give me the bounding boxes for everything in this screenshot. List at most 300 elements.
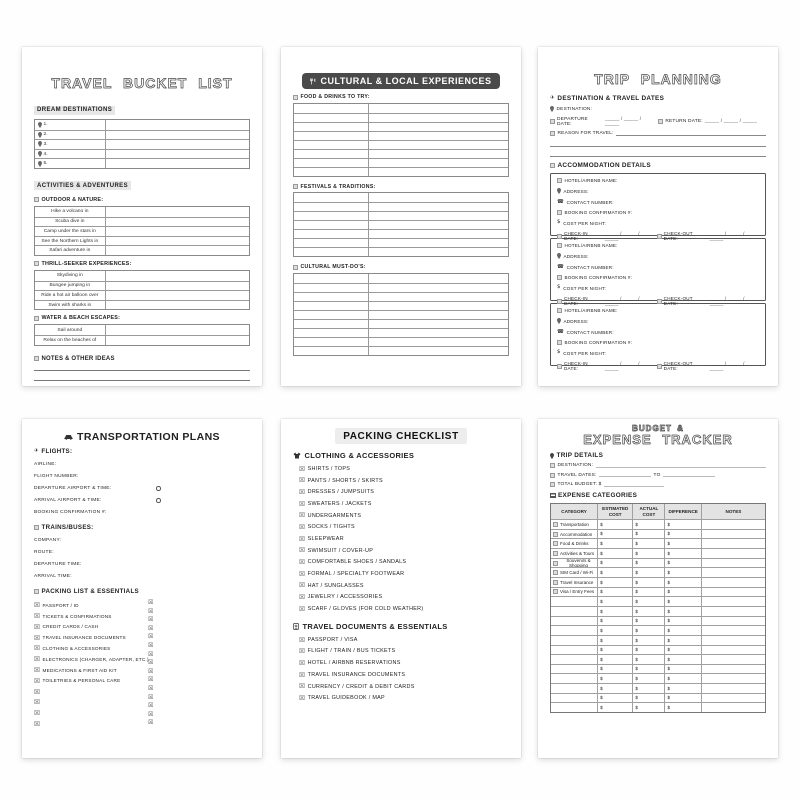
expense-notes-cell: [702, 607, 765, 616]
flight-field: AIRLINE:: [34, 462, 57, 467]
expense-amount-cell: $: [665, 520, 701, 529]
departure-date-group: [550, 117, 656, 127]
expense-amount-cell: $: [633, 588, 665, 597]
date-blank: _____ / _____ / _____: [604, 296, 640, 307]
travel-dates-label: TRAVEL DATES:: [557, 472, 597, 478]
write-line: [596, 464, 766, 468]
packing-two-column-list: [34, 600, 250, 730]
cultural-section-label: [293, 184, 509, 190]
hotel-icon: [550, 163, 555, 168]
checklist-item: [299, 475, 509, 487]
accommodation-field: [557, 350, 759, 356]
packing-item-label: ELECTRONICS (CHARGER, ADAPTER, ETC.): [42, 656, 149, 662]
expense-category-cell: [551, 617, 598, 626]
expense-notes-cell: [702, 530, 765, 539]
checkbox-icon: ☒: [299, 534, 306, 543]
dream-row: [35, 149, 249, 159]
activity-row: [35, 335, 249, 345]
expense-amount-cell: $: [633, 703, 665, 712]
expense-notes-cell: [702, 617, 765, 626]
checkbox-icon: ☒: [34, 665, 41, 674]
activity-label-cell: Relax on the beaches of: [35, 336, 106, 345]
activity-table: [34, 206, 250, 256]
checkbox-icon: ☒: [34, 622, 41, 631]
cultural-sections: [293, 94, 509, 356]
expense-category-label: Transportation: [560, 521, 589, 527]
cultural-left-cell: [294, 347, 369, 355]
activity-entry-cell: [106, 325, 249, 335]
calendar-icon: [557, 299, 562, 304]
cultural-row: [294, 247, 508, 256]
expense-notes-cell: [702, 646, 765, 655]
date-blank: _____ / _____ / _____: [709, 296, 745, 307]
expense-header-cell: ACTUAL COST: [633, 504, 665, 519]
accommodation-field-label: HOTEL/AIRBNB NAME:: [564, 243, 618, 249]
expense-amount-cell: $: [598, 607, 633, 616]
checkin-group: [557, 361, 654, 371]
page-title-pill: [302, 73, 499, 89]
cultural-entry-cell: [369, 114, 508, 122]
return-date-group: [658, 119, 764, 124]
checkbox-icon: ☒: [148, 607, 154, 615]
notes-label: NOTES & OTHER IDEAS: [41, 355, 115, 362]
write-line: [616, 132, 766, 136]
cultural-row: [294, 193, 508, 202]
expense-amount-cell: $: [665, 674, 701, 683]
packing-item-empty: [34, 719, 250, 730]
checklist-item: [299, 657, 509, 669]
cultural-experiences-page: [281, 47, 521, 386]
checkout-group: [657, 361, 759, 371]
expense-category-label: Activities & Tours: [560, 550, 595, 556]
activity-group-heading: [34, 315, 250, 321]
expense-amount-cell: $: [665, 646, 701, 655]
dream-row: [35, 130, 249, 140]
expense-amount-cell: $: [598, 578, 633, 587]
accommodation-field-label: CONTACT NUMBER:: [566, 199, 614, 205]
cultural-entry-cell: [369, 221, 508, 229]
expense-amount-cell: $: [665, 578, 701, 587]
dream-number: 2.: [43, 132, 48, 138]
cultural-row: [294, 167, 508, 176]
cultural-entry-cell: [369, 168, 508, 176]
accommodation-field: [557, 200, 759, 206]
expense-amount-cell: $: [598, 636, 633, 645]
clock-icon: [156, 498, 161, 503]
cultural-row: [294, 337, 508, 346]
cultural-section-label: [293, 264, 509, 270]
checklist-item: [299, 592, 509, 604]
transportation-plans-page: [22, 419, 262, 758]
expense-amount-cell: $: [598, 655, 633, 664]
checklist-item-label: FLIGHT / TRAIN / BUS TICKETS: [307, 648, 396, 655]
travel-bucket-list-page: [22, 47, 262, 386]
train-icon: [34, 525, 39, 530]
expense-amount-cell: $: [598, 703, 633, 712]
activity-row: [35, 207, 249, 217]
checkbox-icon: ☒: [148, 676, 154, 684]
food-icon: [293, 95, 298, 100]
expense-row: [551, 529, 765, 539]
checklist-item-label: COMFORTABLE SHOES / SANDALS: [307, 559, 407, 566]
expense-category-cell: [551, 655, 598, 664]
checklist-item: [299, 498, 509, 510]
notes-lines: [34, 370, 250, 386]
cultural-left-cell: [294, 123, 369, 131]
checklist-item: [299, 681, 509, 693]
expense-category-cell: [551, 684, 598, 693]
activity-group-heading: [34, 197, 250, 203]
checkout-group: [657, 296, 759, 306]
pin-icon: [38, 141, 42, 147]
activity-label-cell: Safari adventure in: [35, 246, 106, 255]
expense-amount-cell: $: [665, 665, 701, 674]
food-icon: [553, 541, 558, 546]
packing-item-label: CLOTHING & ACCESSORIES: [42, 646, 111, 652]
date-blank: _____ / _____ / _____: [704, 119, 758, 125]
checkbox-icon: ☒: [299, 635, 306, 644]
checkbox-icon: ☒: [299, 604, 306, 613]
checkbox-icon: ☒: [299, 658, 306, 667]
write-line: [663, 473, 715, 477]
expense-row: [551, 616, 765, 626]
calendar-icon: [550, 119, 555, 124]
cultural-left-cell: [294, 168, 369, 176]
reason-label: REASON FOR TRAVEL:: [557, 131, 614, 137]
expense-amount-cell: $: [665, 539, 701, 548]
packing-item: [34, 643, 250, 654]
cultural-entry-cell: [369, 320, 508, 328]
phone-icon: ☎: [557, 198, 565, 205]
cultural-entry-cell: [369, 329, 508, 337]
date-blank: _____ / _____ / _____: [605, 116, 642, 127]
checklist-item-label: TRAVEL GUIDEBOOK / MAP: [307, 695, 385, 702]
address-pin-icon: [557, 318, 561, 324]
activity-entry-cell: [106, 271, 249, 281]
pin-icon: [38, 132, 42, 138]
expense-amount-cell: $: [665, 597, 701, 606]
expense-row: [551, 548, 765, 558]
checklist-item-label: SHIRTS / TOPS: [307, 465, 351, 472]
expense-amount-cell: $: [633, 646, 665, 655]
expense-amount-cell: $: [598, 549, 633, 558]
expense-category-cell: [551, 665, 598, 674]
expense-category-cell: [551, 636, 598, 645]
expense-notes-cell: [702, 539, 765, 548]
accommodation-card: [550, 173, 766, 242]
expense-row: [551, 625, 765, 635]
activity-group-heading: [34, 261, 250, 267]
packing-item: [34, 632, 250, 643]
activities-icon: [553, 551, 558, 556]
checkin-checkout-line: [557, 361, 759, 371]
accommodation-field: [557, 275, 759, 280]
expense-notes-cell: [702, 703, 765, 712]
expense-notes-cell: [702, 694, 765, 703]
expense-amount-cell: $: [633, 694, 665, 703]
packing-item-empty: [34, 693, 250, 708]
packing-item-label: TOILETRIES & PERSONAL CARE: [42, 678, 121, 684]
cultural-left-cell: [294, 230, 369, 238]
checklist-item: [299, 669, 509, 681]
expense-row: [551, 702, 765, 712]
festival-icon: [293, 184, 298, 189]
expense-amount-cell: $: [598, 674, 633, 683]
expense-row: [551, 683, 765, 693]
expense-amount-cell: $: [598, 694, 633, 703]
expense-amount-cell: $: [598, 665, 633, 674]
expense-amount-cell: $: [665, 607, 701, 616]
expense-amount-cell: $: [598, 646, 633, 655]
checklist-item: [299, 510, 509, 522]
booking-icon: [557, 340, 562, 345]
expense-amount-cell: $: [633, 665, 665, 674]
activity-label-cell: See the Northern Lights in: [35, 237, 106, 246]
packing-section-label: CLOTHING & ACCESSORIES: [304, 451, 415, 460]
plane-icon: ✈: [34, 447, 39, 454]
cultural-entry-cell: [369, 230, 508, 238]
expense-amount-cell: $: [633, 520, 665, 529]
expense-category-label: Food & Drinks: [560, 541, 589, 547]
expense-category-cell: [551, 646, 598, 655]
accommodation-field: [557, 330, 759, 336]
phone-icon: ☎: [557, 328, 565, 335]
cultural-entry-cell: [369, 248, 508, 256]
expense-row: [551, 606, 765, 616]
cultural-left-cell: [294, 248, 369, 256]
expense-amount-cell: $: [598, 626, 633, 635]
accommodation-field-label: ADDRESS:: [563, 253, 589, 259]
dream-number-cell: [35, 159, 106, 168]
activity-row: [35, 290, 249, 300]
accommodation-heading-label: ACCOMMODATION DETAILS: [557, 162, 651, 170]
cultural-entry-cell: [369, 311, 508, 319]
checklist-item: [299, 568, 509, 580]
activity-entry-cell: [106, 237, 249, 246]
notes-heading: [34, 356, 250, 362]
cultural-row: [294, 283, 508, 292]
checkbox-icon: ☒: [299, 647, 306, 656]
shopping-icon: [553, 561, 558, 566]
checklist-item: [299, 692, 509, 704]
activity-table: [34, 270, 250, 310]
expense-category-cell: [551, 530, 598, 539]
culture-icon: [293, 265, 298, 270]
expense-amount-cell: $: [598, 684, 633, 693]
travel-dates-line: [550, 473, 766, 478]
checkbox-icon: ☒: [34, 611, 41, 620]
dream-number: 5.: [43, 161, 48, 167]
money-icon: [550, 482, 555, 487]
activity-entry-cell: [106, 246, 249, 255]
cultural-left-cell: [294, 104, 369, 113]
checkbox-icon: ☒: [34, 655, 41, 664]
cultural-section-text: FOOD & DRINKS TO TRY:: [300, 94, 370, 100]
expense-category-cell: [551, 568, 598, 577]
expense-amount-cell: $: [665, 626, 701, 635]
expense-category-cell: [551, 549, 598, 558]
expense-amount-cell: $: [665, 559, 701, 568]
activity-entry-cell: [106, 227, 249, 236]
expense-amount-cell: $: [665, 694, 701, 703]
cultural-entry-cell: [369, 274, 508, 283]
return-date-label: RETURN DATE:: [665, 119, 703, 125]
expense-amount-cell: $: [633, 559, 665, 568]
packing-sections: [293, 451, 509, 704]
checklist-item-label: HOTEL / AIRBNB RESERVATIONS: [307, 660, 401, 667]
trains-buses-heading: [34, 524, 250, 531]
total-budget-line: [550, 482, 766, 487]
cultural-entry-cell: [369, 347, 508, 355]
packing-item: [34, 650, 250, 665]
trains-heading-label: TRAINS/BUSES:: [41, 524, 94, 531]
dream-number-cell: [35, 140, 106, 149]
activity-label-cell: Swim with sharks in: [35, 301, 106, 310]
cultural-left-cell: [294, 212, 369, 220]
expense-category-label: Travel Insurance: [560, 579, 594, 585]
cultural-section-text: CULTURAL MUST-DO'S:: [300, 264, 366, 270]
expense-amount-cell: $: [665, 617, 701, 626]
calendar-icon: [550, 473, 555, 478]
expense-row: [551, 558, 765, 568]
cultural-entry-cell: [369, 284, 508, 292]
checklist-item: [299, 646, 509, 658]
expense-category-cell: [551, 674, 598, 683]
cultural-entry-cell: [369, 123, 508, 131]
packing-item-empty: [34, 708, 250, 719]
checkbox-icon: ☒: [299, 476, 306, 485]
expense-category-cell: [551, 703, 598, 712]
cultural-entry-cell: [369, 302, 508, 310]
activity-row: [35, 226, 249, 236]
packing-item: [34, 607, 250, 622]
checkbox-icon: ☒: [299, 464, 306, 473]
notes-icon: [34, 356, 39, 361]
activity-entry-cell: [106, 301, 249, 310]
expense-notes-cell: [702, 559, 765, 568]
cultural-left-cell: [294, 221, 369, 229]
activities-label-row: [34, 174, 250, 192]
expense-amount-cell: $: [633, 607, 665, 616]
pin-icon: [550, 106, 554, 112]
cultural-section-text: FESTIVALS & TRADITIONS:: [300, 183, 376, 190]
checkbox-icon: ☒: [299, 693, 306, 702]
expense-amount-cell: $: [598, 559, 633, 568]
checklist-item-label: SOCKS / TIGHTS: [307, 524, 355, 531]
pin-icon: [38, 161, 42, 167]
expense-amount-cell: $: [598, 597, 633, 606]
cultural-row: [294, 202, 508, 211]
expense-amount-cell: $: [633, 539, 665, 548]
accommodation-field: [557, 210, 759, 215]
checklist-item-label: SWEATERS / JACKETS: [307, 500, 372, 507]
packing-item: [34, 665, 250, 676]
date-blank: _____ / _____ / _____: [709, 231, 745, 242]
cultural-left-cell: [294, 274, 369, 283]
cultural-row: [294, 104, 508, 113]
checkbox-icon: ☒: [148, 659, 154, 667]
expense-amount-cell: $: [633, 597, 665, 606]
expense-category-cell: [551, 607, 598, 616]
expense-amount-cell: $: [598, 588, 633, 597]
activity-groups: [34, 197, 250, 346]
checkbox-icon: ☒: [299, 593, 306, 602]
expense-amount-cell: $: [633, 655, 665, 664]
insurance-icon: [553, 580, 558, 585]
cultural-left-cell: [294, 311, 369, 319]
cultural-table: [293, 192, 509, 257]
accommodation-field-label: COST PER NIGHT:: [563, 285, 606, 291]
cultural-row: [294, 113, 508, 122]
dream-destinations-label: DREAM DESTINATIONS: [34, 106, 115, 115]
expense-row: [551, 664, 765, 674]
expense-row: [551, 673, 765, 683]
train-field: DEPARTURE TIME:: [34, 562, 82, 567]
expense-category-cell: [551, 694, 598, 703]
expense-category-label: SIM Card / Wi-Fi: [560, 570, 594, 576]
cultural-left-cell: [294, 114, 369, 122]
accommodation-field-label: BOOKING CONFIRMATION #:: [564, 275, 633, 281]
packing-checklist-page: [281, 419, 521, 758]
dream-row: [35, 139, 249, 149]
write-line: [604, 483, 664, 487]
accommodation-field: [557, 340, 759, 345]
checklist-item-label: FORMAL / SPECIALTY FOOTWEAR: [307, 571, 405, 578]
expense-notes-cell: [702, 588, 765, 597]
accommodation-field: [557, 265, 759, 271]
cultural-row: [294, 310, 508, 319]
checklist-item-label: CURRENCY / CREDIT & DEBIT CARDS: [307, 683, 415, 690]
activity-row: [35, 245, 249, 255]
cultural-left-cell: [294, 284, 369, 292]
cost-icon: $: [557, 284, 561, 291]
cultural-left-cell: [294, 329, 369, 337]
expense-row: [551, 519, 765, 529]
dream-entry-cell: [106, 140, 249, 149]
activity-label-cell: Hike a volcano in: [35, 207, 106, 217]
cultural-entry-cell: [369, 150, 508, 158]
accommodation-field: [557, 253, 759, 259]
cultural-table: [293, 273, 509, 356]
flight-field: FLIGHT NUMBER:: [34, 474, 79, 479]
expense-categories-heading: [550, 492, 766, 499]
cutlery-icon: [310, 78, 317, 85]
checklist-item: [299, 545, 509, 557]
expense-amount-cell: $: [665, 703, 701, 712]
address-pin-icon: [557, 188, 561, 194]
transportation-icon: [553, 522, 558, 527]
cultural-row: [294, 220, 508, 229]
expense-header-row: [551, 504, 765, 519]
accommodation-field-label: COST PER NIGHT:: [563, 350, 606, 356]
checkbox-icon: ☒: [299, 546, 306, 555]
accommodation-field: [557, 243, 759, 248]
expense-amount-cell: $: [633, 568, 665, 577]
hotel-icon: [557, 178, 562, 183]
expense-amount-cell: $: [665, 568, 701, 577]
checkbox-icon: ☒: [148, 719, 154, 727]
expense-amount-cell: $: [598, 530, 633, 539]
checkbox-icon: ☒: [34, 633, 41, 642]
train-field: ROUTE:: [34, 550, 54, 555]
expense-notes-cell: [702, 655, 765, 664]
cultural-entry-cell: [369, 159, 508, 167]
trip-details-heading: [550, 452, 766, 459]
checklist-item-label: PASSPORT / VISA: [307, 636, 358, 643]
dream-number: 4.: [43, 151, 48, 157]
cultural-row: [294, 346, 508, 355]
checkbox-icon: ☒: [148, 633, 154, 641]
